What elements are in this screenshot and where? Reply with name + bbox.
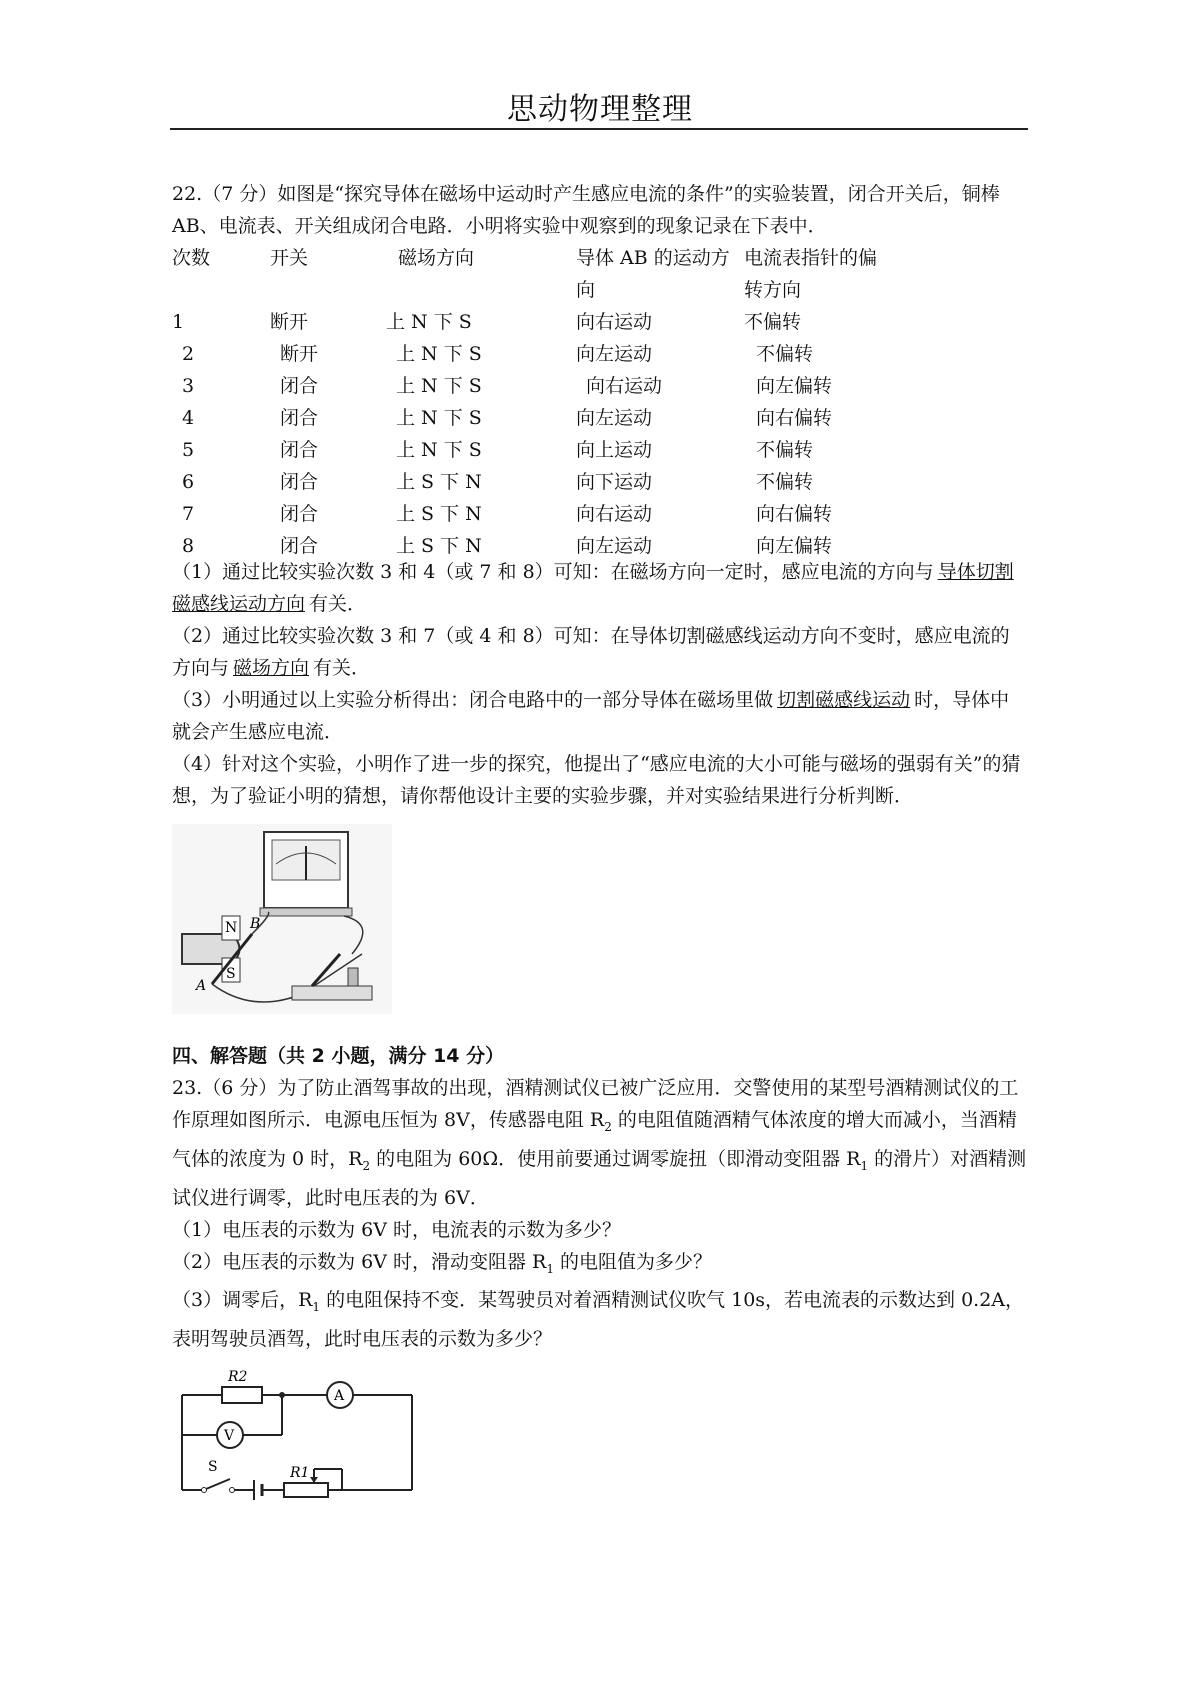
induction-apparatus-svg [172,824,392,1014]
cell-trial: 8 [182,535,195,557]
cell-switch: 断开 [270,311,309,333]
cell-switch: 断开 [280,343,319,365]
q22-part3-text: （3）小明通过以上实验分析得出：闭合电路中的一部分导体在磁场里做 [172,689,774,711]
header-deflection: 电流表指针的偏 [744,247,878,269]
cell-deflection: 不偏转 [744,311,802,333]
rod-a-label: A [196,978,207,994]
q23-part3-b: 的电阻保持不变．某驾驶员对着酒精测试仪吹气 10s，若电流表的示数达到 0.2A，表明驾驶员酒驾，此时电压表的示数为多少？ [172,1289,1025,1351]
table-row [172,466,1028,498]
voltmeter-label: V [224,1428,235,1445]
q23-part2-a: （2）电压表的示数为 6V 时，滑动变阻器 R [172,1250,547,1273]
cell-field: 上 S 下 N [396,535,482,557]
cell-trial: 3 [182,375,195,397]
cell-trial: 5 [182,439,195,461]
cell-switch: 闭合 [280,535,319,557]
cell-motion: 向左运动 [576,407,653,429]
cell-deflection: 向左偏转 [756,535,833,557]
section-4-title: 四、解答题（共 2 小题，满分 14 分） [172,1045,505,1067]
header-trial: 次数 [172,247,211,269]
table-header-row [172,242,1028,274]
circuit-diagram-figure [172,1365,422,1505]
q22-part2 [172,620,1028,684]
q23-intro-b: 的电阻值随酒精气体浓度的增大而减小，当酒精气体的浓度为 0 时，R [172,1109,1017,1170]
q22-part3-tail: 时，导体中就会产生感应电流． [172,689,1010,743]
cell-deflection: 不偏转 [756,471,814,493]
header-motion-cont: 向 [576,279,596,301]
q22-part1-tail: 有关． [309,593,367,615]
q22-intro: 22.（7 分）如图是“探究导体在磁场中运动时产生感应电流的条件”的实验装置，闭合开关后，铜棒 AB、电流表、开关组成闭合电路．小明将实验中观察到的现象记录在下表中． [172,183,1000,237]
q22-part2-text: （2）通过比较实验次数 3 和 7（或 4 和 8）可知：在导体切割磁感线运动方向不变时，感应电流的方向与 [172,625,1010,679]
cell-field: 上 N 下 S [396,439,482,461]
cell-trial: 7 [182,503,195,525]
q22-part1 [172,556,1028,620]
q23-part3 [172,1284,1028,1355]
table-row [172,402,1028,434]
q22-part1-text: （1）通过比较实验次数 3 和 4（或 7 和 8）可知：在磁场方向一定时，感应电流的方向与 [172,561,934,583]
header-switch: 开关 [270,247,309,269]
cell-field: 上 N 下 S [396,343,482,365]
cell-switch: 闭合 [280,407,319,429]
cell-field: 上 N 下 S [396,407,482,429]
cell-deflection: 向右偏转 [756,407,833,429]
q22-part4: （4）针对这个实验，小明作了进一步的探究，他提出了“感应电流的大小可能与磁场的强弱有关”的猜想，为了验证小明的猜想，请你帮他设计主要的实验步骤，并对实验结果进行分析判断． [172,753,1021,807]
cell-switch: 闭合 [280,471,319,493]
cell-deflection: 不偏转 [756,343,814,365]
cell-field: 上 S 下 N [396,471,482,493]
cell-deflection: 向右偏转 [756,503,833,525]
cell-field: 上 N 下 S [396,375,482,397]
cell-motion: 向上运动 [576,439,653,461]
cell-field: 上 S 下 N [396,503,482,525]
switch-s-label: S [208,1459,218,1476]
table-row [172,530,1028,562]
q23-sub: 1 [860,1158,869,1173]
cell-motion: 向下运动 [576,471,653,493]
q22-part3-answer: 切割磁感线运动 [777,689,911,711]
rod-b-label: B [250,916,261,932]
cell-switch: 闭合 [280,439,319,461]
cell-deflection: 向左偏转 [756,375,833,397]
header-field: 磁场方向 [398,247,475,269]
q23-part3-a: （3）调零后，R [172,1289,313,1312]
q23-part2-b: 的电阻值为多少？ [553,1250,713,1273]
cell-motion: 向左运动 [576,535,653,557]
header-rule [170,128,1028,130]
header-motion: 导体 AB 的运动方 [576,247,730,269]
q23-intro [172,1072,1028,1214]
content [172,178,1028,1505]
q23-intro-c: 的电阻为 60Ω．使用前要通过调零旋扭（即滑动变阻器 R [370,1147,861,1170]
cell-trial: 1 [172,311,185,333]
q23-sub: 2 [604,1119,612,1134]
ammeter-label: A [334,1388,345,1405]
cell-motion: 向右运动 [586,375,663,397]
cell-trial: 6 [182,471,195,493]
results-table [172,242,1028,556]
table-header-row-2 [172,274,1028,306]
table-row [172,498,1028,530]
table-row [172,338,1028,370]
table-row [172,306,1028,338]
magnet-n-label: N [225,920,238,936]
q22-part3 [172,684,1028,748]
cell-trial: 4 [182,407,195,429]
induction-apparatus-figure [172,824,392,1014]
cell-switch: 闭合 [280,503,319,525]
q22-part2-answer: 磁场方向 [233,657,310,679]
switch-icon [292,986,372,1000]
circuit-diagram-svg [172,1365,422,1505]
q23-sub: 1 [312,1300,321,1315]
cell-motion: 向右运动 [576,311,653,333]
cell-motion: 向右运动 [576,503,653,525]
header-deflection-cont: 转方向 [744,279,802,301]
q23-intro-d: 的滑片）对酒精测试仪进行调零，此时电压表的为 6V． [172,1147,1027,1209]
rheostat-r1-icon [284,1483,328,1497]
q22-part2-tail: 有关． [313,657,371,679]
r2-label: R2 [228,1369,248,1386]
table-row [172,370,1028,402]
r1-label: R1 [290,1465,310,1482]
resistor-r2-icon [222,1387,262,1403]
q22-part1-answer: 导体切割磁感线运动方向 [172,561,1014,615]
magnet-s-label: S [226,966,236,982]
cell-deflection: 不偏转 [756,439,814,461]
q23-intro-a: 23.（6 分）为了防止酒驾事故的出现，酒精测试仪已被广泛应用．交警使用的某型号酒精测试仪的工作原理如图所示．电源电压恒为 8V，传感器电阻 R [172,1077,1019,1131]
q23-sub: 2 [362,1158,371,1173]
page-title: 思动物理整理 [507,92,693,127]
q23-part2 [172,1246,1028,1285]
cell-switch: 闭合 [280,375,319,397]
q23-sub: 1 [546,1261,554,1276]
table-row [172,434,1028,466]
switch-s-icon [206,1479,230,1489]
cell-motion: 向左运动 [576,343,653,365]
cell-field: 上 N 下 S [386,311,472,333]
cell-trial: 2 [182,343,195,365]
q23-part1: （1）电压表的示数为 6V 时，电流表的示数为多少？ [172,1218,621,1241]
